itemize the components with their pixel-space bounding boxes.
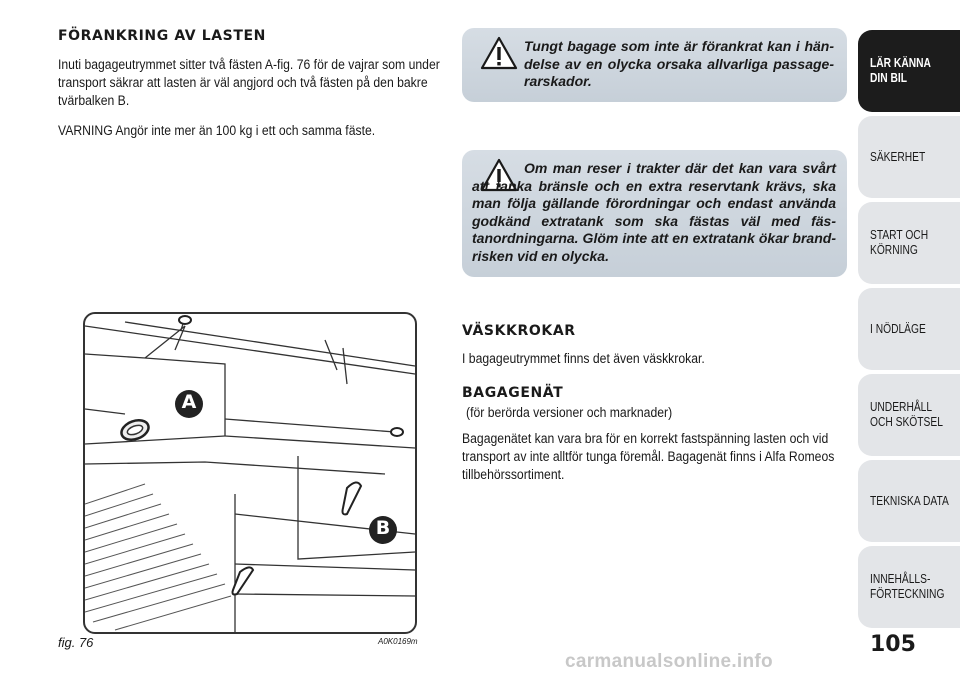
paragraph-warning-weight: VARNING Angör inte mer än 100 kg i ett och samma fäste. xyxy=(58,123,376,139)
tab-label: UNDERHÅLL OCH SKÖTSEL xyxy=(870,400,943,429)
tab-label: LÄR KÄNNA DIN BIL xyxy=(870,56,931,85)
tab-innehallsforteckning[interactable] xyxy=(858,546,960,628)
trunk-illustration xyxy=(85,314,415,632)
section-heading-bagagenat: BAGAGENÄT xyxy=(462,385,564,401)
section-heading-vaskkrokar: VÄSKKROKAR xyxy=(462,323,576,339)
paragraph-anchors: Inuti bagageutrymmet sitter två fästen A-fig. 76 för de vajrar som under transport säkrar att lasten är väl angjord och två fästen på den bakre tvärbalken B. xyxy=(58,57,440,109)
tab-label: START OCH KÖRNING xyxy=(870,228,929,257)
page-number: 105 xyxy=(870,632,916,657)
tab-start-och-korning[interactable] xyxy=(858,202,960,284)
tab-underhall-och-skotsel[interactable] xyxy=(858,374,960,456)
tab-sakerhet[interactable] xyxy=(858,116,960,198)
warning-triangle-icon xyxy=(480,36,518,70)
warning-text-heavy-luggage: Tungt bagage som inte är förankrat kan i hän-delse av en olycka orsaka allvarliga passage-rarskador. xyxy=(524,38,834,89)
warning-text-extra-tank: Om man reser i trakter där det kan vara svårt att tanka bränsle och en extra reservtank krävs, ska man följa gällande förordningar och endast använda godkänd extratank som ska fästas väl med fäs-tanordningarna. Glöm inte att en extratank ökar brand-risken vid en olycka. xyxy=(472,160,836,264)
label-a: A xyxy=(181,391,197,413)
tab-label: TEKNISKA DATA xyxy=(870,493,949,508)
tab-label: SÄKERHET xyxy=(870,149,926,164)
tab-label: I NÖDLÄGE xyxy=(870,321,926,336)
label-b: B xyxy=(375,517,391,539)
paragraph-bag-hooks: I bagageutrymmet finns det även väskkrokar. xyxy=(462,351,705,367)
section-heading-forankring: FÖRANKRING AV LASTEN xyxy=(58,28,266,44)
figure-luggage-anchors xyxy=(83,312,417,634)
warning-box-heavy-luggage xyxy=(462,28,847,102)
tab-i-nodlage[interactable] xyxy=(858,288,960,370)
figure-code: A0K0169m xyxy=(378,637,418,646)
figure-caption: fig. 76 xyxy=(58,635,94,650)
warning-box-extra-tank xyxy=(462,150,847,277)
paragraph-versions-note: (för berörda versioner och marknader) xyxy=(466,405,673,421)
watermark: carmanualsonline.info xyxy=(565,651,773,672)
paragraph-luggage-net: Bagagenätet kan vara bra för en korrekt fastspänning lasten och vid transport av inte alltför tunga föremål. Bagagenät finns i Alfa Romeos tillbehörssortiment. xyxy=(462,431,835,483)
tab-tekniska-data[interactable] xyxy=(858,460,960,542)
tab-label: INNEHÅLLS- FÖRTECKNING xyxy=(870,572,945,601)
tab-lar-kanna-din-bil[interactable] xyxy=(858,30,960,112)
